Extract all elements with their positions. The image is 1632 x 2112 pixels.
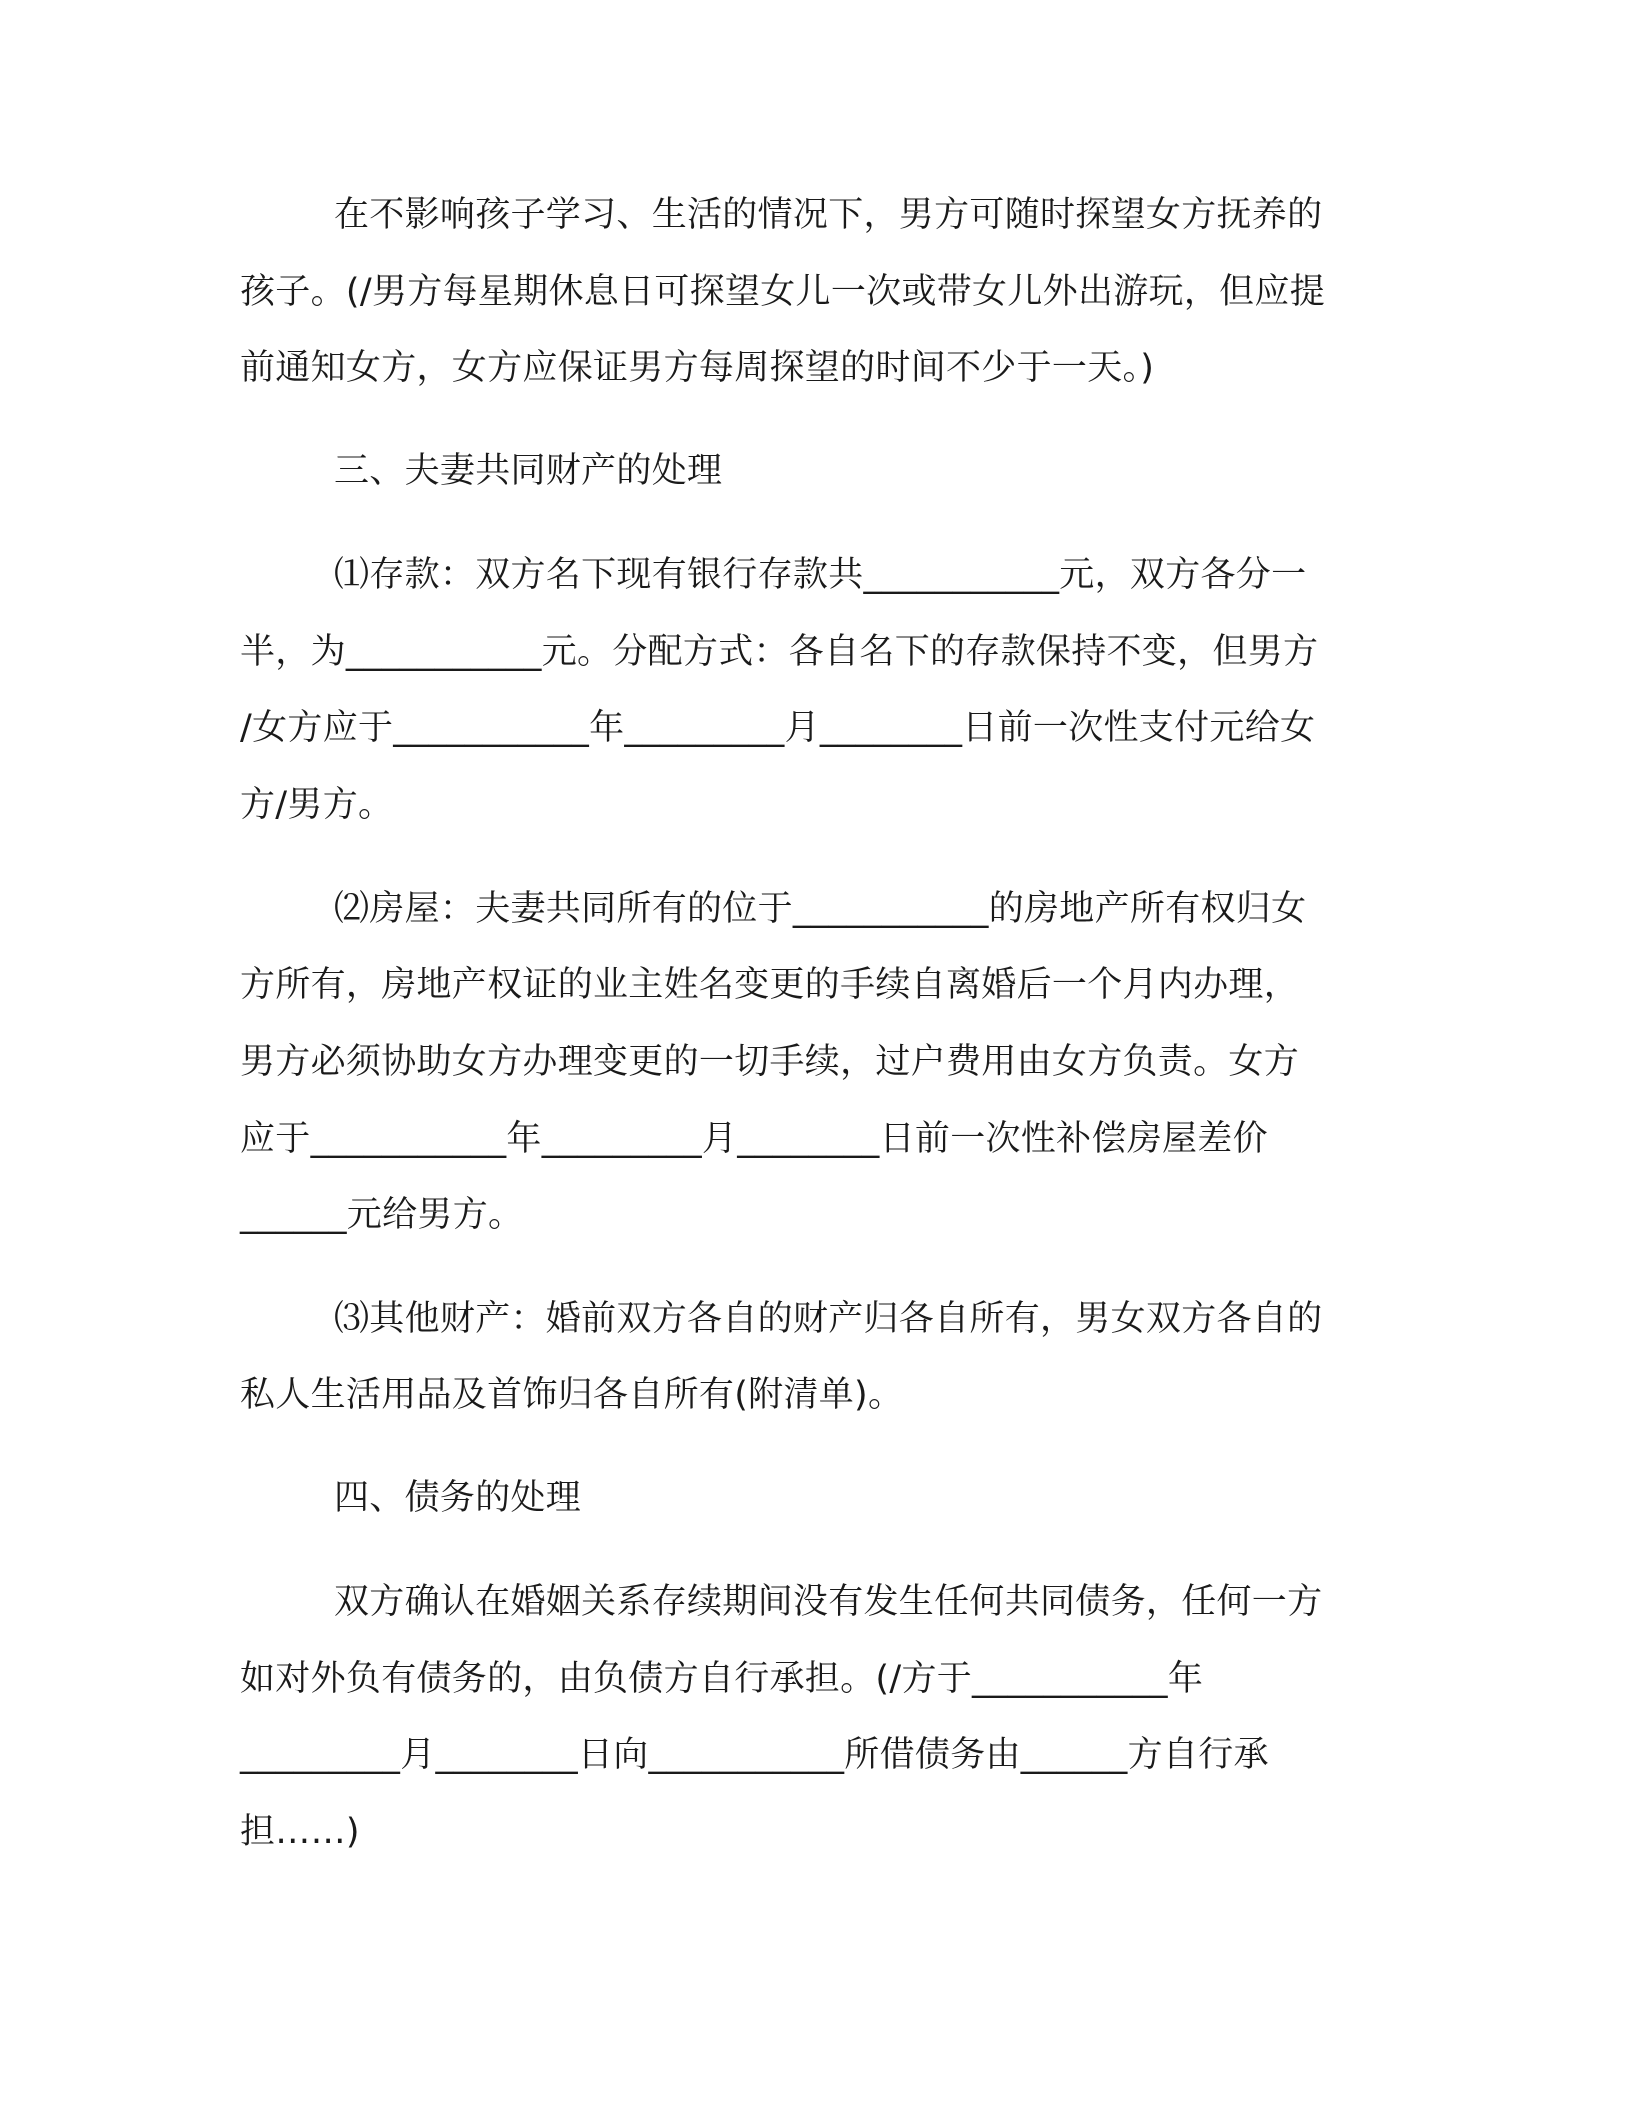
text-line: ______元给男方。 [240, 1195, 524, 1235]
section-heading: 三、夫妻共同财产的处理 [334, 451, 723, 491]
text-line: 方所有，房地产权证的业主姓名变更的手续自离婚后一个月内办理， [240, 965, 1300, 1005]
text-line: _________月________日向___________所借债务由______方自行承 [240, 1735, 1269, 1775]
text-line: 半，为___________元。分配方式：各自名下的存款保持不变，但男方 [240, 632, 1319, 672]
text-line: /女方应于___________年_________月________日前一次性支付元给女 [240, 708, 1316, 748]
text-line: ⑴存款：双方名下现有银行存款共___________元，双方各分一 [334, 555, 1307, 595]
text-line: 方/男方。 [240, 785, 394, 825]
text-line: 担……) [240, 1812, 360, 1852]
text-line: ⑵房屋：夫妻共同所有的位于___________的房地产所有权归女 [334, 889, 1307, 929]
text-line: 双方确认在婚姻关系存续期间没有发生任何共同债务，任何一方 [334, 1582, 1323, 1622]
text-line: 男方必须协助女方办理变更的一切手续，过户费用由女方负责。女方 [240, 1042, 1300, 1082]
section-heading: 四、债务的处理 [334, 1478, 582, 1518]
text-line: 如对外负有债务的，由负债方自行承担。(/方于___________年 [240, 1659, 1204, 1699]
text-line: 私人生活用品及首饰归各自所有(附清单)。 [240, 1375, 904, 1415]
text-line: 在不影响孩子学习、生活的情况下，男方可随时探望女方抚养的 [334, 195, 1323, 235]
text-line: 孩子。(/男方每星期休息日可探望女儿一次或带女儿外出游玩，但应提 [240, 272, 1326, 312]
text-line: 前通知女方，女方应保证男方每周探望的时间不少于一天。) [240, 348, 1155, 388]
text-line: 应于___________年_________月________日前一次性补偿房屋差价 [240, 1119, 1268, 1159]
text-line: ⑶其他财产：婚前双方各自的财产归各自所有，男女双方各自的 [334, 1299, 1323, 1339]
